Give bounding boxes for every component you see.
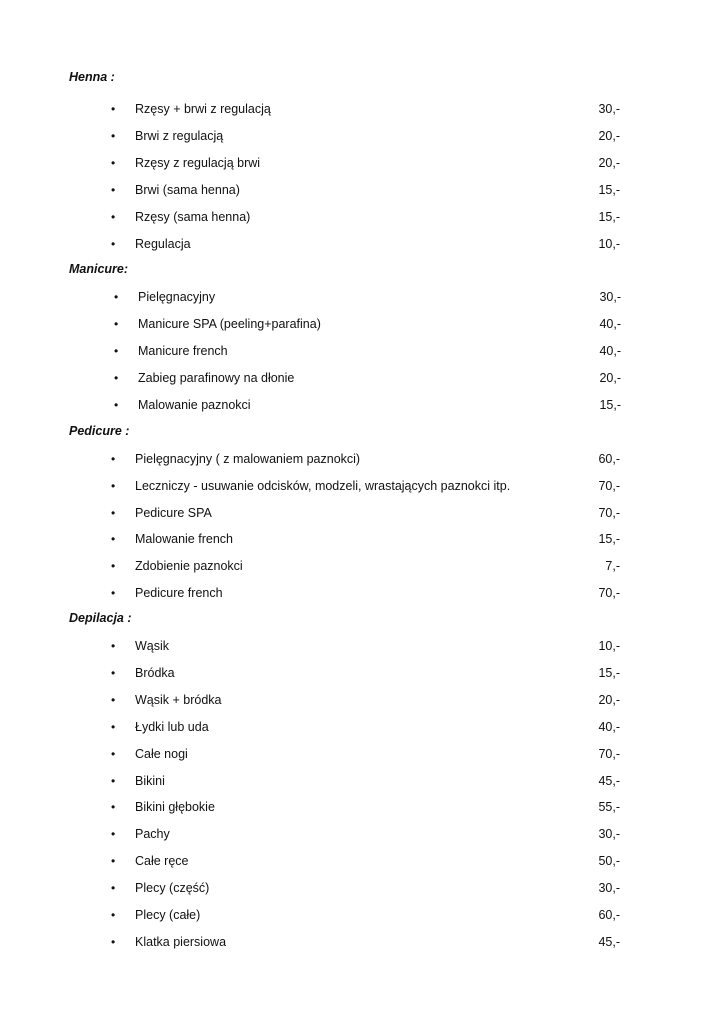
bullet-icon: • — [111, 183, 116, 197]
bullet-icon: • — [111, 747, 116, 761]
item-price: 30,- — [598, 102, 620, 116]
item-label: Malowanie french — [135, 532, 233, 546]
item-price: 20,- — [598, 156, 620, 170]
item-label: Brwi (sama henna) — [135, 183, 240, 197]
list-item — [0, 127, 724, 145]
item-price: 30,- — [598, 881, 620, 895]
item-price: 7,- — [605, 559, 620, 573]
item-price: 55,- — [598, 800, 620, 814]
list-item — [0, 798, 724, 816]
item-price: 15,- — [599, 398, 621, 412]
bullet-icon: • — [111, 452, 116, 466]
list-item — [0, 637, 724, 655]
item-price: 70,- — [598, 747, 620, 761]
list-item — [0, 504, 724, 522]
item-label: Bródka — [135, 666, 175, 680]
item-label: Plecy (część) — [135, 881, 210, 895]
item-price: 15,- — [598, 666, 620, 680]
list-item — [0, 181, 724, 199]
section-heading-manicure: Manicure: — [69, 262, 129, 276]
item-price: 40,- — [599, 344, 621, 358]
item-price: 45,- — [598, 935, 620, 949]
item-label: Całe nogi — [135, 747, 188, 761]
bullet-icon: • — [111, 800, 116, 814]
list-item — [0, 530, 724, 548]
list-item — [0, 154, 724, 172]
bullet-icon: • — [111, 639, 116, 653]
list-item — [0, 879, 724, 897]
item-price: 10,- — [598, 639, 620, 653]
list-item — [0, 772, 724, 790]
item-price: 70,- — [598, 506, 620, 520]
bullet-icon: • — [111, 827, 116, 841]
item-price: 70,- — [598, 479, 620, 493]
item-label: Pielęgnacyjny ( z malowaniem paznokci) — [135, 452, 361, 466]
list-item — [0, 718, 724, 736]
bullet-icon: • — [111, 559, 116, 573]
list-item — [0, 315, 724, 333]
list-item — [0, 342, 724, 360]
list-item — [0, 369, 724, 387]
item-label: Pedicure SPA — [135, 506, 212, 520]
item-price: 60,- — [598, 452, 620, 466]
item-price: 50,- — [598, 854, 620, 868]
list-item — [0, 745, 724, 763]
item-label: Klatka piersiowa — [135, 935, 227, 949]
item-price: 20,- — [598, 693, 620, 707]
bullet-icon: • — [111, 935, 116, 949]
bullet-icon: • — [111, 774, 116, 788]
section-heading-depilacja: Depilacja : — [69, 611, 132, 625]
bullet-icon: • — [114, 290, 119, 304]
item-label: Leczniczy - usuwanie odcisków, modzeli, wrastających paznokci itp. — [135, 479, 511, 493]
item-label: Wąsik — [135, 639, 170, 653]
bullet-icon: • — [111, 156, 116, 170]
item-label: Całe ręce — [135, 854, 189, 868]
item-label: Zdobienie paznokci — [135, 559, 243, 573]
item-label: Rzęsy z regulacją brwi — [135, 156, 261, 170]
bullet-icon: • — [111, 720, 116, 734]
item-label: Manicure SPA (peeling+parafina) — [138, 317, 321, 331]
item-price: 40,- — [598, 720, 620, 734]
bullet-icon: • — [111, 102, 116, 116]
bullet-icon: • — [111, 532, 116, 546]
item-label: Bikini — [135, 774, 165, 788]
bullet-icon: • — [114, 344, 119, 358]
item-label: Pachy — [135, 827, 170, 841]
bullet-icon: • — [111, 506, 116, 520]
list-item — [0, 288, 724, 306]
item-price: 10,- — [598, 237, 620, 251]
item-price: 15,- — [598, 210, 620, 224]
item-label: Łydki lub uda — [135, 720, 209, 734]
item-label: Rzęsy + brwi z regulacją — [135, 102, 271, 116]
item-label: Pedicure french — [135, 586, 223, 600]
list-item — [0, 825, 724, 843]
list-item — [0, 235, 724, 253]
item-price: 20,- — [599, 371, 621, 385]
section-heading-henna: Henna : — [69, 70, 115, 84]
item-price: 20,- — [598, 129, 620, 143]
bullet-icon: • — [111, 237, 116, 251]
list-item — [0, 584, 724, 602]
bullet-icon: • — [111, 693, 116, 707]
item-price: 40,- — [599, 317, 621, 331]
list-item — [0, 557, 724, 575]
bullet-icon: • — [111, 881, 116, 895]
list-item — [0, 852, 724, 870]
item-price: 15,- — [598, 183, 620, 197]
bullet-icon: • — [114, 371, 119, 385]
bullet-icon: • — [111, 479, 116, 493]
list-item — [0, 450, 724, 468]
bullet-icon: • — [114, 398, 119, 412]
item-label: Wąsik + bródka — [135, 693, 222, 707]
list-item — [0, 664, 724, 682]
list-item — [0, 477, 724, 495]
list-item — [0, 933, 724, 951]
item-label: Malowanie paznokci — [138, 398, 251, 412]
bullet-icon: • — [111, 129, 116, 143]
item-label: Plecy (całe) — [135, 908, 201, 922]
item-label: Brwi z regulacją — [135, 129, 224, 143]
item-label: Zabieg parafinowy na dłonie — [138, 371, 295, 385]
item-price: 15,- — [598, 532, 620, 546]
list-item — [0, 906, 724, 924]
list-item — [0, 691, 724, 709]
bullet-icon: • — [111, 854, 116, 868]
item-price: 70,- — [598, 586, 620, 600]
item-label: Manicure french — [138, 344, 228, 358]
bullet-icon: • — [111, 908, 116, 922]
item-price: 30,- — [599, 290, 621, 304]
list-item — [0, 100, 724, 118]
bullet-icon: • — [111, 210, 116, 224]
section-heading-pedicure: Pedicure : — [69, 424, 130, 438]
item-price: 45,- — [598, 774, 620, 788]
list-item — [0, 208, 724, 226]
item-price: 60,- — [598, 908, 620, 922]
bullet-icon: • — [111, 666, 116, 680]
list-item — [0, 396, 724, 414]
item-label: Rzęsy (sama henna) — [135, 210, 251, 224]
item-label: Regulacja — [135, 237, 191, 251]
item-label: Bikini głębokie — [135, 800, 215, 814]
item-label: Pielęgnacyjny — [138, 290, 216, 304]
bullet-icon: • — [111, 586, 116, 600]
bullet-icon: • — [114, 317, 119, 331]
item-price: 30,- — [598, 827, 620, 841]
